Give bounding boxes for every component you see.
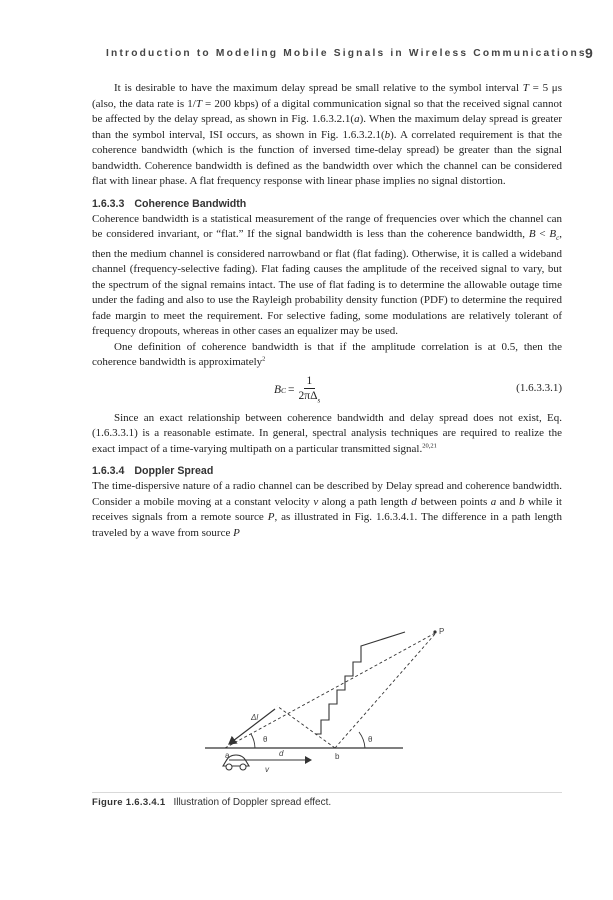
section-heading-doppler: 1.6.3.4 Doppler Spread [92,465,214,478]
equation-coherence-bandwidth: B C = $\frac{1}{2\pi\Delta_s}$ (1.6.3.3.1) [274,374,562,404]
label-source: P [439,627,445,636]
label-distance: d [279,749,284,758]
coherence-paragraph-1: Coherence bandwidth is a statistical measurement of the range of frequencies over which the channel can be considered invariant, or “flat.” If the signal bandwidth is less than the coherence bandwidth, $B < B_c$, then the medium channel is considered narrowband or flat (flat fading). Otherwise, it is called a wideband channel (frequency-selective fading). Flat fading causes the amplitude of the received signal to vary, but the spectrum of the signal remains intact. The use of flat fading is to determine the allowable outage time under the fading and also to use the Rayleigh probability density function (PDF) to determine the required fade margin to meet the requirement. For selective fading, some modulations are relatively tolerant of frequency dropouts, whereas in other cases an equalizer may be used. [92,212,562,338]
equation-number: (1.6.3.3.1) [516,381,562,394]
coherence-paragraph-3: Since an exact relationship between coherence bandwidth and delay spread does not exist, Eq. (1.6.3.3.1) is a reasonable estimate. In general, spectral analysis techniques are required to realize the exact impact of a time-varying multipath on a particular transmitted signal.$^{20,21}$ [92,411,562,455]
label-theta-b: θ [368,735,373,744]
intro-paragraph: It is desirable to have the maximum delay spread be small relative to the symbol interval T = 5 μs (also, the data rate is 1/T = 200 kbps) of a digital communication signal so that the received signal cannot be affected by the delay spread, as shown in Fig. 1.6.3.2.1(a). When the maximum delay spread is greater than the symbol interval, ISI occurs, as shown in Fig. 1.6.3.2.1(b). A correlated requirement is that the coherence bandwidth (which is the function of inversed time-delay spread) be greater than the signal bandwidth. Coherence bandwidth is defined as the bandwidth over which the channel can be considered flat with linear phase. A flat frequency response with linear phase implies no signal distortion. [92,82,563,187]
caption-text: Illustration of Doppler spread effect. [173,797,332,808]
section-heading-coherence: 1.6.3.3 Coherence Bandwidth [92,197,247,210]
label-point-b: b [335,752,340,761]
page-number: 9 [585,45,593,61]
label-delta-l: Δl [251,713,259,722]
wave-path-b [335,634,435,748]
doppler-paragraph: The time-dispersive nature of a radio channel can be described by Delay spread and coherence bandwidth. Consider a mobile moving at a constant velocity v along a path length d between points a and b while it receives signals from a remote source P, as illustrated in Fig. 1.6.3.4.1. The difference in a path length traveled by a wave from source P [92,480,562,539]
angle-arc-a [251,734,255,748]
wave-path-a [225,632,437,748]
doppler-figure [195,622,445,787]
label-velocity: v [265,765,269,774]
label-theta-a: θ [263,735,268,744]
angle-arc-b [359,732,365,748]
coherence-paragraph-2: One definition of coherence bandwidth is that if the amplitude correlation is at 0.5, then the coherence bandwidth is approximately$^2$ [92,340,562,369]
perpendicular-line [277,706,335,748]
running-head: Introduction to Modeling Mobile Signals in Wireless Communications [106,48,587,59]
figure-caption [92,792,562,808]
stepped-building-outline [315,632,405,734]
page-body [92,81,562,541]
source-point [433,630,436,633]
caption-label: Figure 1.6.3.4.1 [92,797,166,808]
doppler-diagram [195,622,445,787]
label-point-a: a [225,751,230,760]
